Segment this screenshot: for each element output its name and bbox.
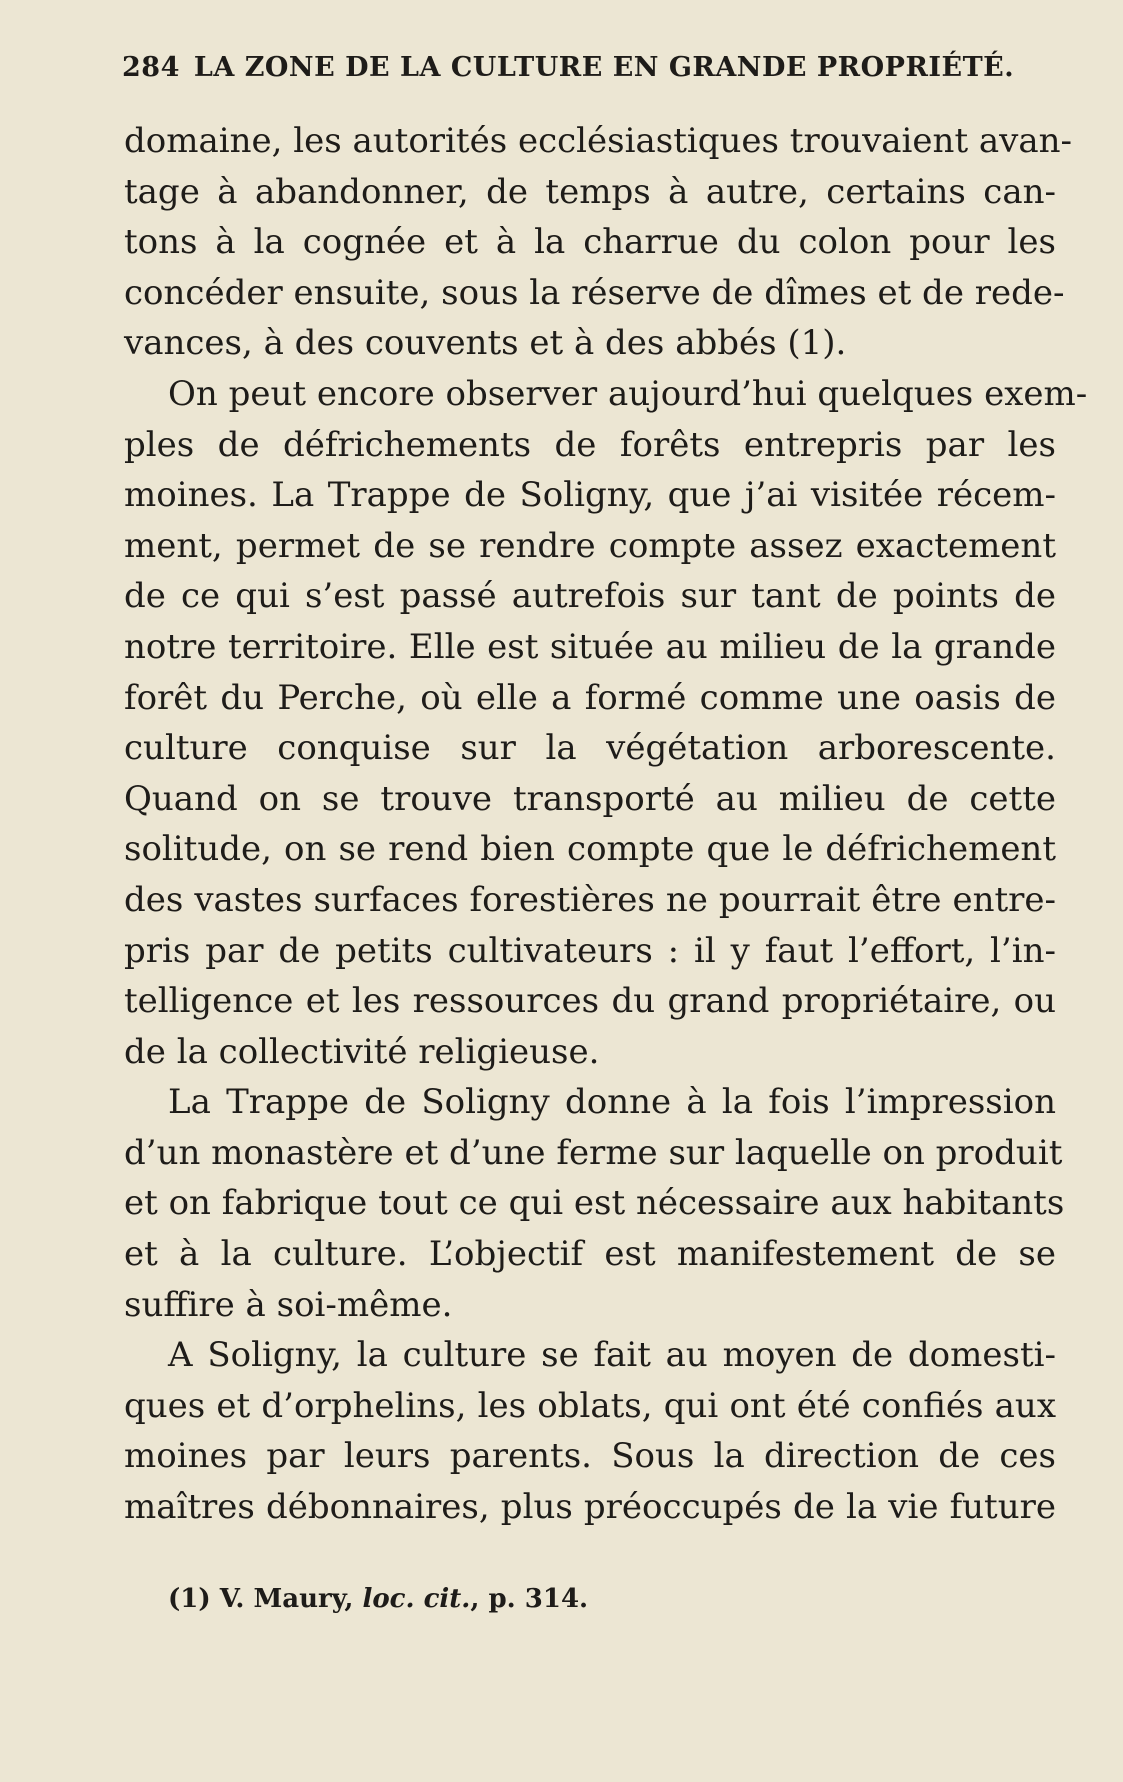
text-line: La Trappe de Soligny donne à la fois l’impression: [168, 1082, 1056, 1123]
running-title: LA ZONE DE LA CULTURE EN GRANDE PROPRIÉTÉ.: [193, 52, 1015, 83]
footnote-suffix: , p. 314.: [470, 1584, 589, 1614]
text-line: et on fabrique tout ce qui est nécessaire aux habitants: [124, 1183, 1065, 1224]
footnote-citation: loc. cit.: [362, 1584, 471, 1614]
text-line: ment, permet de se rendre compte assez exactement: [124, 525, 1056, 566]
text-line: Quand on se trouve transporté au milieu de cette: [124, 778, 1056, 819]
footnote: [168, 1584, 588, 1614]
text-line: de la collectivité religieuse.: [124, 1031, 600, 1072]
text-line: concéder ensuite, sous la réserve de dîmes et de rede-: [124, 272, 1065, 313]
text-line: On peut encore observer aujourd’hui quelques exem-: [168, 373, 1088, 414]
running-header: [122, 52, 1022, 92]
text-line: de ce qui s’est passé autrefois sur tant de points de: [124, 576, 1056, 617]
text-line: des vastes surfaces forestières ne pourrait être entre-: [124, 879, 1056, 920]
text-line: culture conquise sur la végétation arborescente.: [124, 728, 1056, 769]
text-line: notre territoire. Elle est située au milieu de la grande: [124, 626, 1056, 667]
text-line: solitude, on se rend bien compte que le défrichement: [124, 829, 1056, 870]
text-line: moines par leurs parents. Sous la direction de ces: [124, 1436, 1056, 1477]
text-line: maîtres débonnaires, plus préoccupés de la vie future: [124, 1487, 1056, 1528]
text-line: forêt du Perche, où elle a formé comme une oasis de: [124, 677, 1056, 718]
page-number: 284: [122, 52, 180, 83]
text-line: ples de défrichements de forêts entrepris par les: [124, 424, 1056, 465]
text-line: tons à la cognée et à la charrue du colon pour les: [124, 222, 1056, 263]
text-line: ques et d’orphelins, les oblats, qui ont été confiés aux: [124, 1385, 1056, 1426]
body-text: [124, 116, 1088, 1533]
text-line: d’un monastère et d’une ferme sur laquelle on produit: [124, 1132, 1063, 1173]
text-line: domaine, les autorités ecclésiastiques trouvaient avan-: [124, 121, 1073, 161]
text-line: moines. La Trappe de Soligny, que j’ai visitée récem-: [124, 475, 1056, 516]
text-line: et à la culture. L’objectif est manifestement de se: [124, 1234, 1056, 1275]
text-line: A Soligny, la culture se fait au moyen de domesti-: [168, 1335, 1056, 1376]
text-line: tage à abandonner, de temps à autre, certains can-: [124, 171, 1056, 212]
text-line: telligence et les ressources du grand propriétaire, ou: [124, 981, 1056, 1022]
text-line: suffire à soi-même.: [124, 1284, 453, 1325]
footnote-prefix: (1) V. Maury,: [168, 1584, 363, 1614]
text-line: vances, à des couvents et à des abbés (1).: [124, 323, 847, 364]
text-line: pris par de petits cultivateurs : il y faut l’effort, l’in-: [124, 930, 1056, 971]
